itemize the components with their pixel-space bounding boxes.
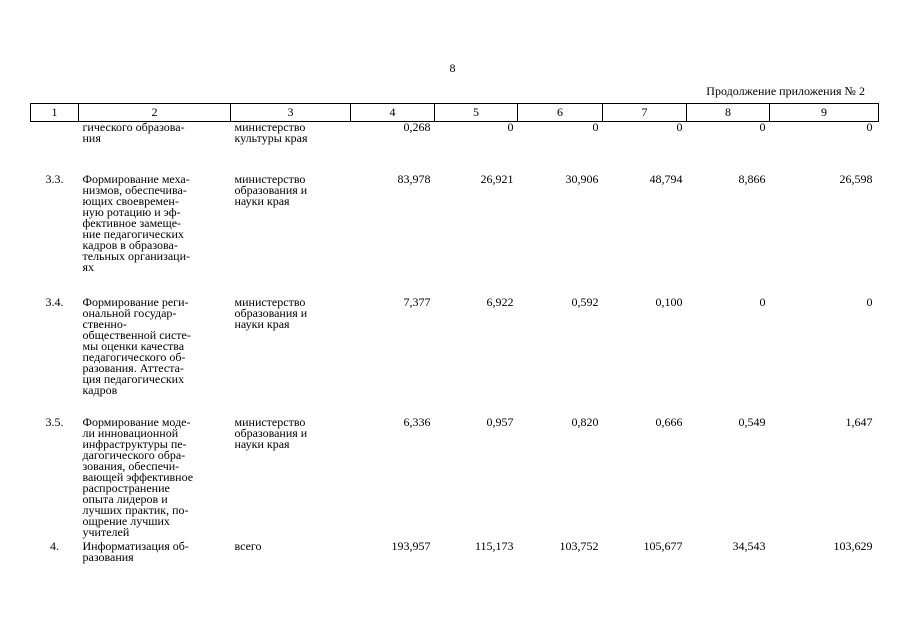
row-value: 0,957 [486,415,514,429]
table-row [31,417,879,541]
row-value: 103,629 [833,539,873,553]
row-value: 115,173 [474,539,514,553]
row-value: 193,957 [391,539,431,553]
row-value: 48,794 [649,172,683,186]
header-cell: 9 [770,104,879,122]
row-value: 34,543 [732,539,766,553]
row-value: 6,336 [403,415,431,429]
row-name: Формирование реги- ональной государ- ственно- общественной систе- мы оценки качества педагогического об- разования. Аттеста- ция педагогических кадров [82,295,191,397]
header-cell: 4 [351,104,435,122]
row-value: 0 [676,120,683,134]
row-value: 0 [759,120,766,134]
row-number: 3.3. [45,172,64,186]
table-row [31,297,879,417]
row-number: 3.4. [45,295,64,309]
table-row [31,174,879,297]
row-value: 0 [866,120,873,134]
row-value: 0,820 [571,415,599,429]
row-value: 83,978 [397,172,431,186]
row-executor: министерство образования и науки края [234,172,308,208]
row-value: 26,598 [839,172,873,186]
row-value: 0,592 [571,295,599,309]
row-number: 4. [50,539,59,553]
page-number: 8 [449,61,456,75]
row-executor: министерство образования и науки края [234,415,308,451]
row-executor: министерство образования и науки края [234,295,308,331]
row-name: Формирование моде- ли инновационной инфраструктуры пе- дагогического обра- зования, обеспечи- вающей эффективное распространение опыта лидеров и лучших практик, по- ощрение лучших учителей [82,415,194,539]
row-value: 0 [866,295,873,309]
row-value: 8,866 [738,172,766,186]
appendix-table [30,103,879,581]
header-row [31,104,879,122]
row-value: 0 [759,295,766,309]
continuation-label: Продолжение приложения № 2 [706,84,865,98]
row-value: 0,268 [403,120,431,134]
row-number [31,122,79,175]
table-row [31,122,879,175]
header-cell: 8 [687,104,770,122]
row-value: 1,647 [845,415,873,429]
row-number: 3.5. [45,415,64,429]
row-value: 7,377 [403,295,431,309]
row-executor: всего [234,539,262,553]
row-name: гического образова- ния [82,120,185,145]
row-value: 6,922 [486,295,514,309]
row-value: 0 [507,120,514,134]
row-value: 0,666 [655,415,683,429]
header-cell: 1 [31,104,79,122]
row-value: 105,677 [643,539,683,553]
row-value: 30,906 [565,172,599,186]
header-cell: 5 [435,104,518,122]
row-value: 103,752 [559,539,599,553]
header-cell: 2 [79,104,231,122]
header-cell: 6 [518,104,603,122]
row-value: 0,100 [655,295,683,309]
row-name: Формирование меха- низмов, обеспечива- ющих своевремен- ную ротацию и эф- фективное замеще- ние педагогических кадров в образова- тельных организаци- ях [82,172,191,274]
row-executor: министерство культуры края [234,120,308,145]
table-row [31,541,879,581]
row-name: Информатизация об- разования [82,539,189,564]
header-cell: 3 [231,104,351,122]
row-value: 0 [592,120,599,134]
row-value: 26,921 [480,172,514,186]
header-cell: 7 [603,104,687,122]
row-value: 0,549 [738,415,766,429]
